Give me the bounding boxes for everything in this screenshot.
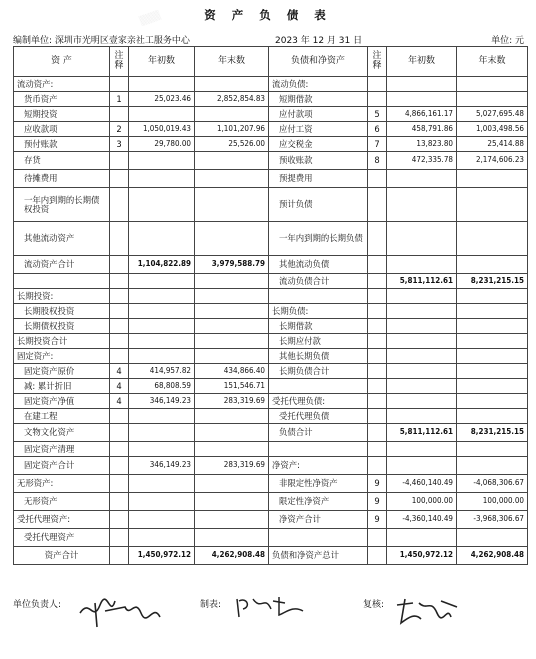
asset-opening: 1,450,972.12 bbox=[129, 547, 195, 565]
liability-opening bbox=[387, 349, 457, 364]
liability-opening bbox=[387, 304, 457, 319]
liability-label: 长期负债: bbox=[269, 304, 368, 319]
asset-opening bbox=[129, 529, 195, 547]
liability-note bbox=[368, 457, 387, 475]
asset-opening bbox=[129, 170, 195, 188]
asset-closing bbox=[195, 529, 269, 547]
asset-note bbox=[110, 274, 129, 289]
asset-closing bbox=[195, 319, 269, 334]
asset-label: 固定资产净值 bbox=[14, 394, 110, 409]
asset-label: 流动资产: bbox=[14, 77, 110, 92]
liability-opening bbox=[387, 92, 457, 107]
liability-opening: 5,811,112.61 bbox=[387, 274, 457, 289]
liability-label: 限定性净资产 bbox=[269, 493, 368, 511]
asset-opening bbox=[129, 424, 195, 442]
asset-opening bbox=[129, 152, 195, 170]
liability-note bbox=[368, 274, 387, 289]
liability-note bbox=[368, 304, 387, 319]
liability-label: 长期负债合计 bbox=[269, 364, 368, 379]
liability-closing bbox=[457, 188, 528, 222]
liability-note bbox=[368, 529, 387, 547]
asset-label: 固定资产: bbox=[14, 349, 110, 364]
asset-note bbox=[110, 424, 129, 442]
liability-closing: 8,231,215.15 bbox=[457, 274, 528, 289]
table-row bbox=[14, 394, 528, 409]
liability-closing bbox=[457, 289, 528, 304]
asset-note bbox=[110, 457, 129, 475]
liability-label: 净资产: bbox=[269, 457, 368, 475]
liability-note bbox=[368, 319, 387, 334]
liability-opening: 4,866,161.17 bbox=[387, 107, 457, 122]
asset-opening: 29,780.00 bbox=[129, 137, 195, 152]
liability-closing bbox=[457, 442, 528, 457]
asset-opening bbox=[129, 188, 195, 222]
col-header-assets: 资 产 bbox=[14, 47, 110, 77]
col-header-note: 注释 bbox=[368, 47, 387, 77]
asset-label: 无形资产: bbox=[14, 475, 110, 493]
liability-opening bbox=[387, 256, 457, 274]
asset-opening bbox=[129, 409, 195, 424]
liability-closing: 4,262,908.48 bbox=[457, 547, 528, 565]
liability-note: 7 bbox=[368, 137, 387, 152]
asset-label: 固定资产合计 bbox=[14, 457, 110, 475]
asset-label: 固定资产清理 bbox=[14, 442, 110, 457]
asset-note bbox=[110, 289, 129, 304]
asset-note bbox=[110, 442, 129, 457]
liability-note bbox=[368, 289, 387, 304]
liability-closing bbox=[457, 379, 528, 394]
asset-closing bbox=[195, 349, 269, 364]
asset-closing bbox=[195, 289, 269, 304]
asset-closing bbox=[195, 304, 269, 319]
liability-label: 一年内到期的长期负债 bbox=[269, 222, 368, 256]
asset-label: 受托代理资产: bbox=[14, 511, 110, 529]
liability-note bbox=[368, 409, 387, 424]
asset-opening bbox=[129, 289, 195, 304]
asset-label: 存货 bbox=[14, 152, 110, 170]
asset-note bbox=[110, 334, 129, 349]
liability-opening bbox=[387, 442, 457, 457]
liability-label: 应付工资 bbox=[269, 122, 368, 137]
liability-opening bbox=[387, 364, 457, 379]
liability-closing bbox=[457, 170, 528, 188]
liability-opening bbox=[387, 77, 457, 92]
table-row bbox=[14, 424, 528, 442]
liability-closing bbox=[457, 394, 528, 409]
asset-label: 在建工程 bbox=[14, 409, 110, 424]
asset-label bbox=[14, 274, 110, 289]
liability-closing bbox=[457, 529, 528, 547]
table-row bbox=[14, 170, 528, 188]
asset-note bbox=[110, 152, 129, 170]
liability-opening bbox=[387, 170, 457, 188]
liability-note: 8 bbox=[368, 152, 387, 170]
liability-opening bbox=[387, 334, 457, 349]
liability-label: 长期借款 bbox=[269, 319, 368, 334]
asset-opening bbox=[129, 319, 195, 334]
asset-closing bbox=[195, 409, 269, 424]
liability-closing bbox=[457, 334, 528, 349]
preparer-label: 制表: bbox=[200, 600, 222, 610]
asset-label: 资产合计 bbox=[14, 547, 110, 565]
asset-closing: 151,546.71 bbox=[195, 379, 269, 394]
balance-sheet-table bbox=[13, 46, 528, 565]
asset-label: 货币资产 bbox=[14, 92, 110, 107]
asset-opening bbox=[129, 511, 195, 529]
liability-note bbox=[368, 170, 387, 188]
asset-opening: 414,957.82 bbox=[129, 364, 195, 379]
asset-closing bbox=[195, 274, 269, 289]
liability-closing bbox=[457, 77, 528, 92]
asset-opening bbox=[129, 274, 195, 289]
asset-note: 3 bbox=[110, 137, 129, 152]
table-row bbox=[14, 364, 528, 379]
asset-closing bbox=[195, 170, 269, 188]
table-row bbox=[14, 122, 528, 137]
liability-closing: 2,174,606.23 bbox=[457, 152, 528, 170]
liability-label: 应交税金 bbox=[269, 137, 368, 152]
asset-note bbox=[110, 547, 129, 565]
asset-note: 2 bbox=[110, 122, 129, 137]
liability-note: 9 bbox=[368, 511, 387, 529]
watermark: ▒▒▒ bbox=[138, 10, 162, 28]
table-row bbox=[14, 511, 528, 529]
asset-opening bbox=[129, 304, 195, 319]
table-header-row bbox=[14, 47, 528, 77]
asset-opening: 1,104,822.89 bbox=[129, 256, 195, 274]
liability-opening bbox=[387, 289, 457, 304]
table-row bbox=[14, 379, 528, 394]
liability-label: 其他流动负债 bbox=[269, 256, 368, 274]
asset-note bbox=[110, 475, 129, 493]
asset-note bbox=[110, 349, 129, 364]
asset-closing bbox=[195, 475, 269, 493]
liability-closing bbox=[457, 364, 528, 379]
asset-closing: 434,866.40 bbox=[195, 364, 269, 379]
asset-closing bbox=[195, 511, 269, 529]
liability-closing: 8,231,215.15 bbox=[457, 424, 528, 442]
liability-note: 6 bbox=[368, 122, 387, 137]
liability-opening: -4,460,140.49 bbox=[387, 475, 457, 493]
asset-opening bbox=[129, 475, 195, 493]
liability-note bbox=[368, 77, 387, 92]
currency-unit: 单位: 元 bbox=[491, 36, 524, 46]
asset-label: 长期债权投资 bbox=[14, 319, 110, 334]
asset-note bbox=[110, 304, 129, 319]
asset-label: 长期股权投资 bbox=[14, 304, 110, 319]
asset-note bbox=[110, 493, 129, 511]
asset-opening: 1,050,019.43 bbox=[129, 122, 195, 137]
liability-closing bbox=[457, 349, 528, 364]
liability-label: 流动负债合计 bbox=[269, 274, 368, 289]
liability-opening bbox=[387, 409, 457, 424]
table-row bbox=[14, 77, 528, 92]
liability-opening bbox=[387, 379, 457, 394]
asset-note bbox=[110, 107, 129, 122]
asset-closing: 1,101,207.96 bbox=[195, 122, 269, 137]
asset-opening bbox=[129, 334, 195, 349]
liability-opening bbox=[387, 529, 457, 547]
liability-note: 9 bbox=[368, 493, 387, 511]
table-row bbox=[14, 493, 528, 511]
asset-opening: 25,023.46 bbox=[129, 92, 195, 107]
liability-note bbox=[368, 547, 387, 565]
col-header-opening: 年初数 bbox=[387, 47, 457, 77]
table-row bbox=[14, 222, 528, 256]
liability-note bbox=[368, 334, 387, 349]
asset-opening bbox=[129, 77, 195, 92]
asset-closing bbox=[195, 77, 269, 92]
table-row bbox=[14, 304, 528, 319]
asset-closing bbox=[195, 152, 269, 170]
liability-closing bbox=[457, 304, 528, 319]
asset-label: 流动资产合计 bbox=[14, 256, 110, 274]
asset-note bbox=[110, 170, 129, 188]
liability-closing: 5,027,695.48 bbox=[457, 107, 528, 122]
table-row bbox=[14, 256, 528, 274]
table-row bbox=[14, 137, 528, 152]
table-row bbox=[14, 188, 528, 222]
liability-label bbox=[269, 529, 368, 547]
organization-name: 编制单位: 深圳市光明区壹家亲社工服务中心 bbox=[13, 36, 190, 46]
liability-opening: -4,360,140.49 bbox=[387, 511, 457, 529]
asset-label: 文物文化资产 bbox=[14, 424, 110, 442]
liability-label: 受托代理负债: bbox=[269, 394, 368, 409]
table-row bbox=[14, 475, 528, 493]
liability-opening: 13,823.80 bbox=[387, 137, 457, 152]
liability-note bbox=[368, 364, 387, 379]
asset-note bbox=[110, 256, 129, 274]
liability-opening bbox=[387, 222, 457, 256]
asset-opening bbox=[129, 493, 195, 511]
liability-closing bbox=[457, 256, 528, 274]
liability-note bbox=[368, 188, 387, 222]
liability-opening: 5,811,112.61 bbox=[387, 424, 457, 442]
asset-note bbox=[110, 77, 129, 92]
liability-label: 应付款项 bbox=[269, 107, 368, 122]
asset-closing bbox=[195, 493, 269, 511]
liability-label bbox=[269, 289, 368, 304]
table-row bbox=[14, 289, 528, 304]
asset-note: 4 bbox=[110, 394, 129, 409]
asset-opening: 346,149.23 bbox=[129, 394, 195, 409]
liability-closing bbox=[457, 457, 528, 475]
asset-label: 无形资产 bbox=[14, 493, 110, 511]
asset-label: 减: 累计折旧 bbox=[14, 379, 110, 394]
liability-closing: 25,414.88 bbox=[457, 137, 528, 152]
asset-closing bbox=[195, 442, 269, 457]
liability-closing: -4,068,306.67 bbox=[457, 475, 528, 493]
table-row bbox=[14, 529, 528, 547]
asset-label: 受托代理资产 bbox=[14, 529, 110, 547]
liability-label bbox=[269, 379, 368, 394]
liability-closing: -3,968,306.67 bbox=[457, 511, 528, 529]
asset-closing: 2,852,854.83 bbox=[195, 92, 269, 107]
asset-opening: 68,808.59 bbox=[129, 379, 195, 394]
responsible-signature bbox=[75, 593, 170, 629]
asset-closing: 3,979,588.79 bbox=[195, 256, 269, 274]
asset-note bbox=[110, 222, 129, 256]
table-row bbox=[14, 274, 528, 289]
liability-label: 短期借款 bbox=[269, 92, 368, 107]
liability-opening bbox=[387, 319, 457, 334]
asset-label: 预付账款 bbox=[14, 137, 110, 152]
asset-closing bbox=[195, 107, 269, 122]
report-date: 2023 年 12 月 31 日 bbox=[275, 36, 363, 46]
responsible-label: 单位负责人: bbox=[13, 600, 62, 610]
liability-note bbox=[368, 442, 387, 457]
table-row bbox=[14, 547, 528, 565]
liability-opening: 1,450,972.12 bbox=[387, 547, 457, 565]
liability-label bbox=[269, 442, 368, 457]
asset-closing bbox=[195, 334, 269, 349]
liability-note bbox=[368, 424, 387, 442]
asset-label: 一年内到期的长期债权投资 bbox=[14, 188, 110, 222]
asset-note: 4 bbox=[110, 379, 129, 394]
asset-closing: 283,319.69 bbox=[195, 394, 269, 409]
liability-label: 预提费用 bbox=[269, 170, 368, 188]
asset-label: 应收款项 bbox=[14, 122, 110, 137]
asset-closing: 283,319.69 bbox=[195, 457, 269, 475]
asset-note: 1 bbox=[110, 92, 129, 107]
signature-footer bbox=[13, 597, 527, 647]
liability-opening bbox=[387, 457, 457, 475]
liability-label: 预收账款 bbox=[269, 152, 368, 170]
asset-opening bbox=[129, 349, 195, 364]
liability-closing bbox=[457, 92, 528, 107]
asset-note bbox=[110, 529, 129, 547]
liability-label: 受托代理负债 bbox=[269, 409, 368, 424]
liability-note: 5 bbox=[368, 107, 387, 122]
preparer-signature bbox=[233, 591, 313, 621]
table-row bbox=[14, 442, 528, 457]
col-header-note: 注释 bbox=[110, 47, 129, 77]
liability-closing bbox=[457, 319, 528, 334]
liability-label: 净资产合计 bbox=[269, 511, 368, 529]
liability-opening: 100,000.00 bbox=[387, 493, 457, 511]
asset-label: 长期投资合计 bbox=[14, 334, 110, 349]
asset-note bbox=[110, 511, 129, 529]
liability-note bbox=[368, 379, 387, 394]
col-header-closing: 年末数 bbox=[195, 47, 269, 77]
asset-label: 短期投资 bbox=[14, 107, 110, 122]
liability-note bbox=[368, 92, 387, 107]
table-row bbox=[14, 107, 528, 122]
liability-note: 9 bbox=[368, 475, 387, 493]
asset-closing bbox=[195, 222, 269, 256]
liability-note bbox=[368, 256, 387, 274]
asset-closing bbox=[195, 424, 269, 442]
col-header-liabilities: 负债和净资产 bbox=[269, 47, 368, 77]
liability-note bbox=[368, 349, 387, 364]
reviewer-label: 复核: bbox=[363, 600, 385, 610]
liability-label: 负债和净资产总计 bbox=[269, 547, 368, 565]
asset-closing: 25,526.00 bbox=[195, 137, 269, 152]
asset-note bbox=[110, 188, 129, 222]
liability-closing: 100,000.00 bbox=[457, 493, 528, 511]
liability-closing bbox=[457, 222, 528, 256]
asset-opening bbox=[129, 107, 195, 122]
liability-closing bbox=[457, 409, 528, 424]
liability-closing: 1,003,498.56 bbox=[457, 122, 528, 137]
asset-note bbox=[110, 409, 129, 424]
liability-label: 预计负债 bbox=[269, 188, 368, 222]
asset-label: 长期投资: bbox=[14, 289, 110, 304]
table-row bbox=[14, 319, 528, 334]
col-header-opening: 年初数 bbox=[129, 47, 195, 77]
asset-label: 固定资产原价 bbox=[14, 364, 110, 379]
report-subheader bbox=[13, 33, 526, 47]
asset-note: 4 bbox=[110, 364, 129, 379]
asset-closing bbox=[195, 188, 269, 222]
liability-label: 其他长期负债 bbox=[269, 349, 368, 364]
asset-closing: 4,262,908.48 bbox=[195, 547, 269, 565]
table-row bbox=[14, 457, 528, 475]
table-row bbox=[14, 92, 528, 107]
liability-note bbox=[368, 394, 387, 409]
liability-label: 长期应付款 bbox=[269, 334, 368, 349]
reviewer-signature bbox=[391, 593, 471, 629]
liability-opening bbox=[387, 394, 457, 409]
col-header-closing: 年末数 bbox=[457, 47, 528, 77]
asset-opening bbox=[129, 222, 195, 256]
liability-opening: 472,335.78 bbox=[387, 152, 457, 170]
table-row bbox=[14, 152, 528, 170]
liability-opening: 458,791.86 bbox=[387, 122, 457, 137]
liability-label: 流动负债: bbox=[269, 77, 368, 92]
asset-label: 其他流动资产 bbox=[14, 222, 110, 256]
asset-note bbox=[110, 319, 129, 334]
liability-label: 非限定性净资产 bbox=[269, 475, 368, 493]
table-row bbox=[14, 349, 528, 364]
asset-label: 待摊费用 bbox=[14, 170, 110, 188]
report-title: 资 产 负 债 表 bbox=[204, 8, 332, 22]
liability-note bbox=[368, 222, 387, 256]
liability-opening bbox=[387, 188, 457, 222]
table-row bbox=[14, 409, 528, 424]
asset-opening bbox=[129, 442, 195, 457]
asset-opening: 346,149.23 bbox=[129, 457, 195, 475]
table-row bbox=[14, 334, 528, 349]
liability-label: 负债合计 bbox=[269, 424, 368, 442]
